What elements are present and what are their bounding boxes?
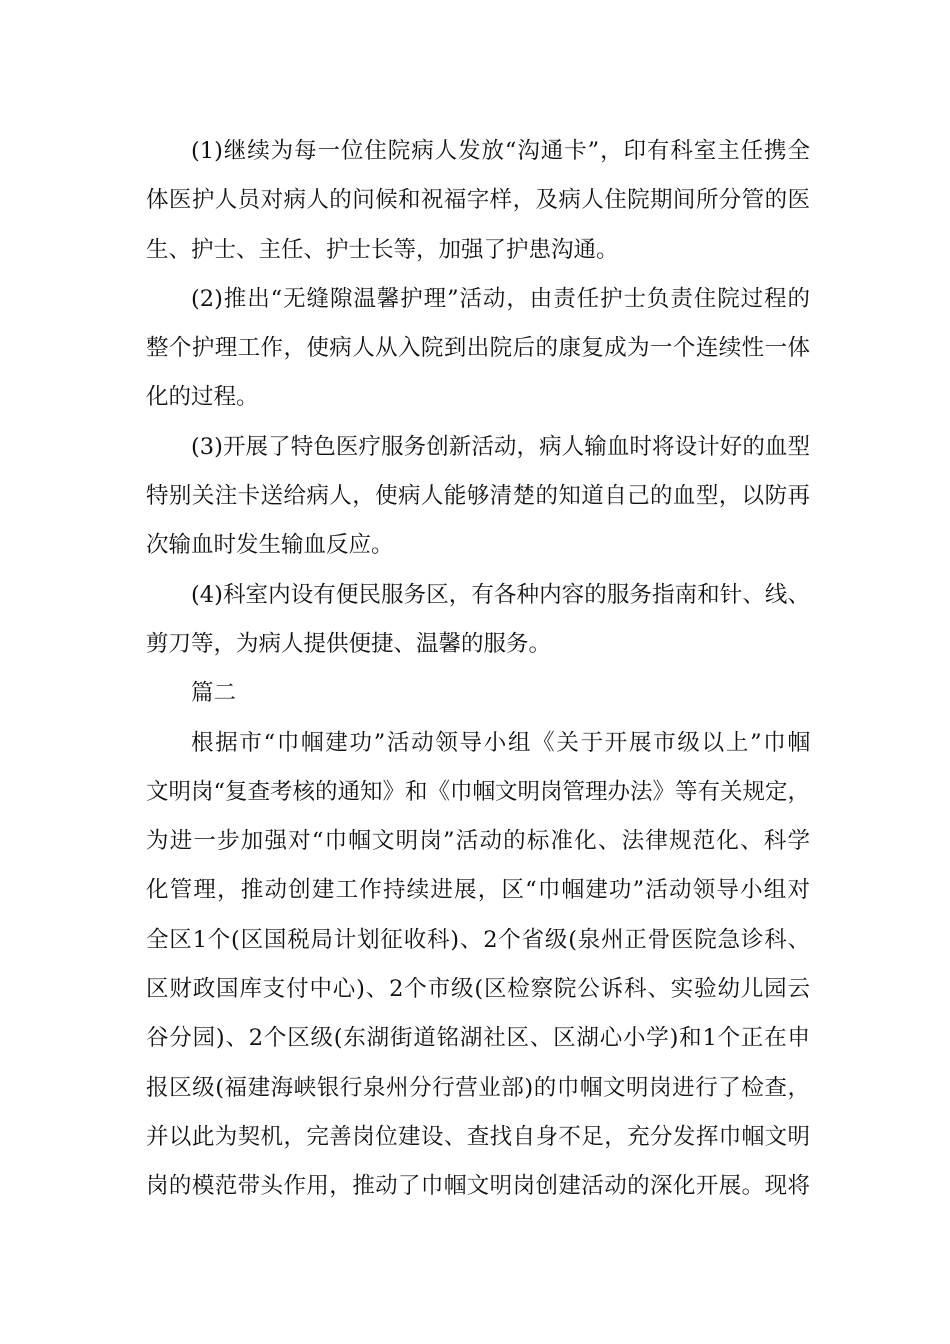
- paragraph-1-line-2: 体医护人员对病人的问候和祝福字样，及病人住院期间所分管的医: [146, 187, 810, 214]
- paragraph-5-line-3: 为进一步加强对“巾帼文明岗”活动的标准化、法律规范化、科学: [146, 828, 810, 855]
- paragraph-5-line-2: 文明岗“复查考核的通知》和《巾帼文明岗管理办法》等有关规定，: [146, 778, 811, 805]
- section-heading: 篇二: [191, 680, 237, 707]
- paragraph-3-line-1: (3)开展了特色医疗服务创新活动，病人输血时将设计好的血型: [191, 433, 810, 460]
- paragraph-1-line-1: (1)继续为每一位住院病人发放“沟通卡”，印有科室主任携全: [191, 138, 810, 164]
- paragraph-2-line-3: 化的过程。: [146, 384, 259, 411]
- paragraph-2-line-2: 整个护理工作，使病人从入院到出院后的康复成为一个连续性一体: [146, 335, 810, 362]
- paragraph-4-line-1: (4)科室内设有便民服务区，有各种内容的服务指南和针、线、: [191, 581, 810, 608]
- paragraph-5-line-8: 报区级(福建海峡银行泉州分行营业部)的巾帼文明岗进行了检查，: [146, 1074, 810, 1101]
- paragraph-5-line-9: 并以此为契机，完善岗位建设、查找自身不足，充分发挥巾帼文明: [146, 1123, 810, 1150]
- paragraph-5-line-6: 区财政国库支付中心)、2个市级(区检察院公诉科、实验幼儿园云: [146, 976, 810, 1003]
- paragraph-3-line-3: 次输血时发生输血反应。: [146, 532, 394, 559]
- document-body: [146, 127, 810, 1212]
- paragraph-2-line-1: (2)推出“无缝隙温馨护理”活动，由责任护士负责住院过程的: [191, 285, 810, 312]
- paragraph-5-line-10: 岗的模范带头作用，推动了巾帼文明岗创建活动的深化开展。现将: [146, 1173, 810, 1200]
- paragraph-5-line-5: 全区1个(区国税局计划征收科)、2个省级(泉州正骨医院急诊科、: [146, 926, 810, 953]
- paragraph-5-line-7: 谷分园)、2个区级(东湖街道铭湖社区、区湖心小学)和1个正在申: [146, 1025, 810, 1052]
- paragraph-1-line-3: 生、护士、主任、护士长等，加强了护患沟通。: [146, 236, 619, 263]
- paragraph-3-line-2: 特别关注卡送给病人，使病人能够清楚的知道自己的血型，以防再: [146, 483, 810, 510]
- paragraph-4-line-2: 剪刀等，为病人提供便捷、温馨的服务。: [146, 630, 552, 657]
- paragraph-5-line-4: 化管理，推动创建工作持续进展，区“巾帼建功”活动领导小组对: [146, 877, 810, 904]
- paragraph-5-line-1: 根据市“巾帼建功”活动领导小组《关于开展市级以上”巾帼: [191, 729, 810, 756]
